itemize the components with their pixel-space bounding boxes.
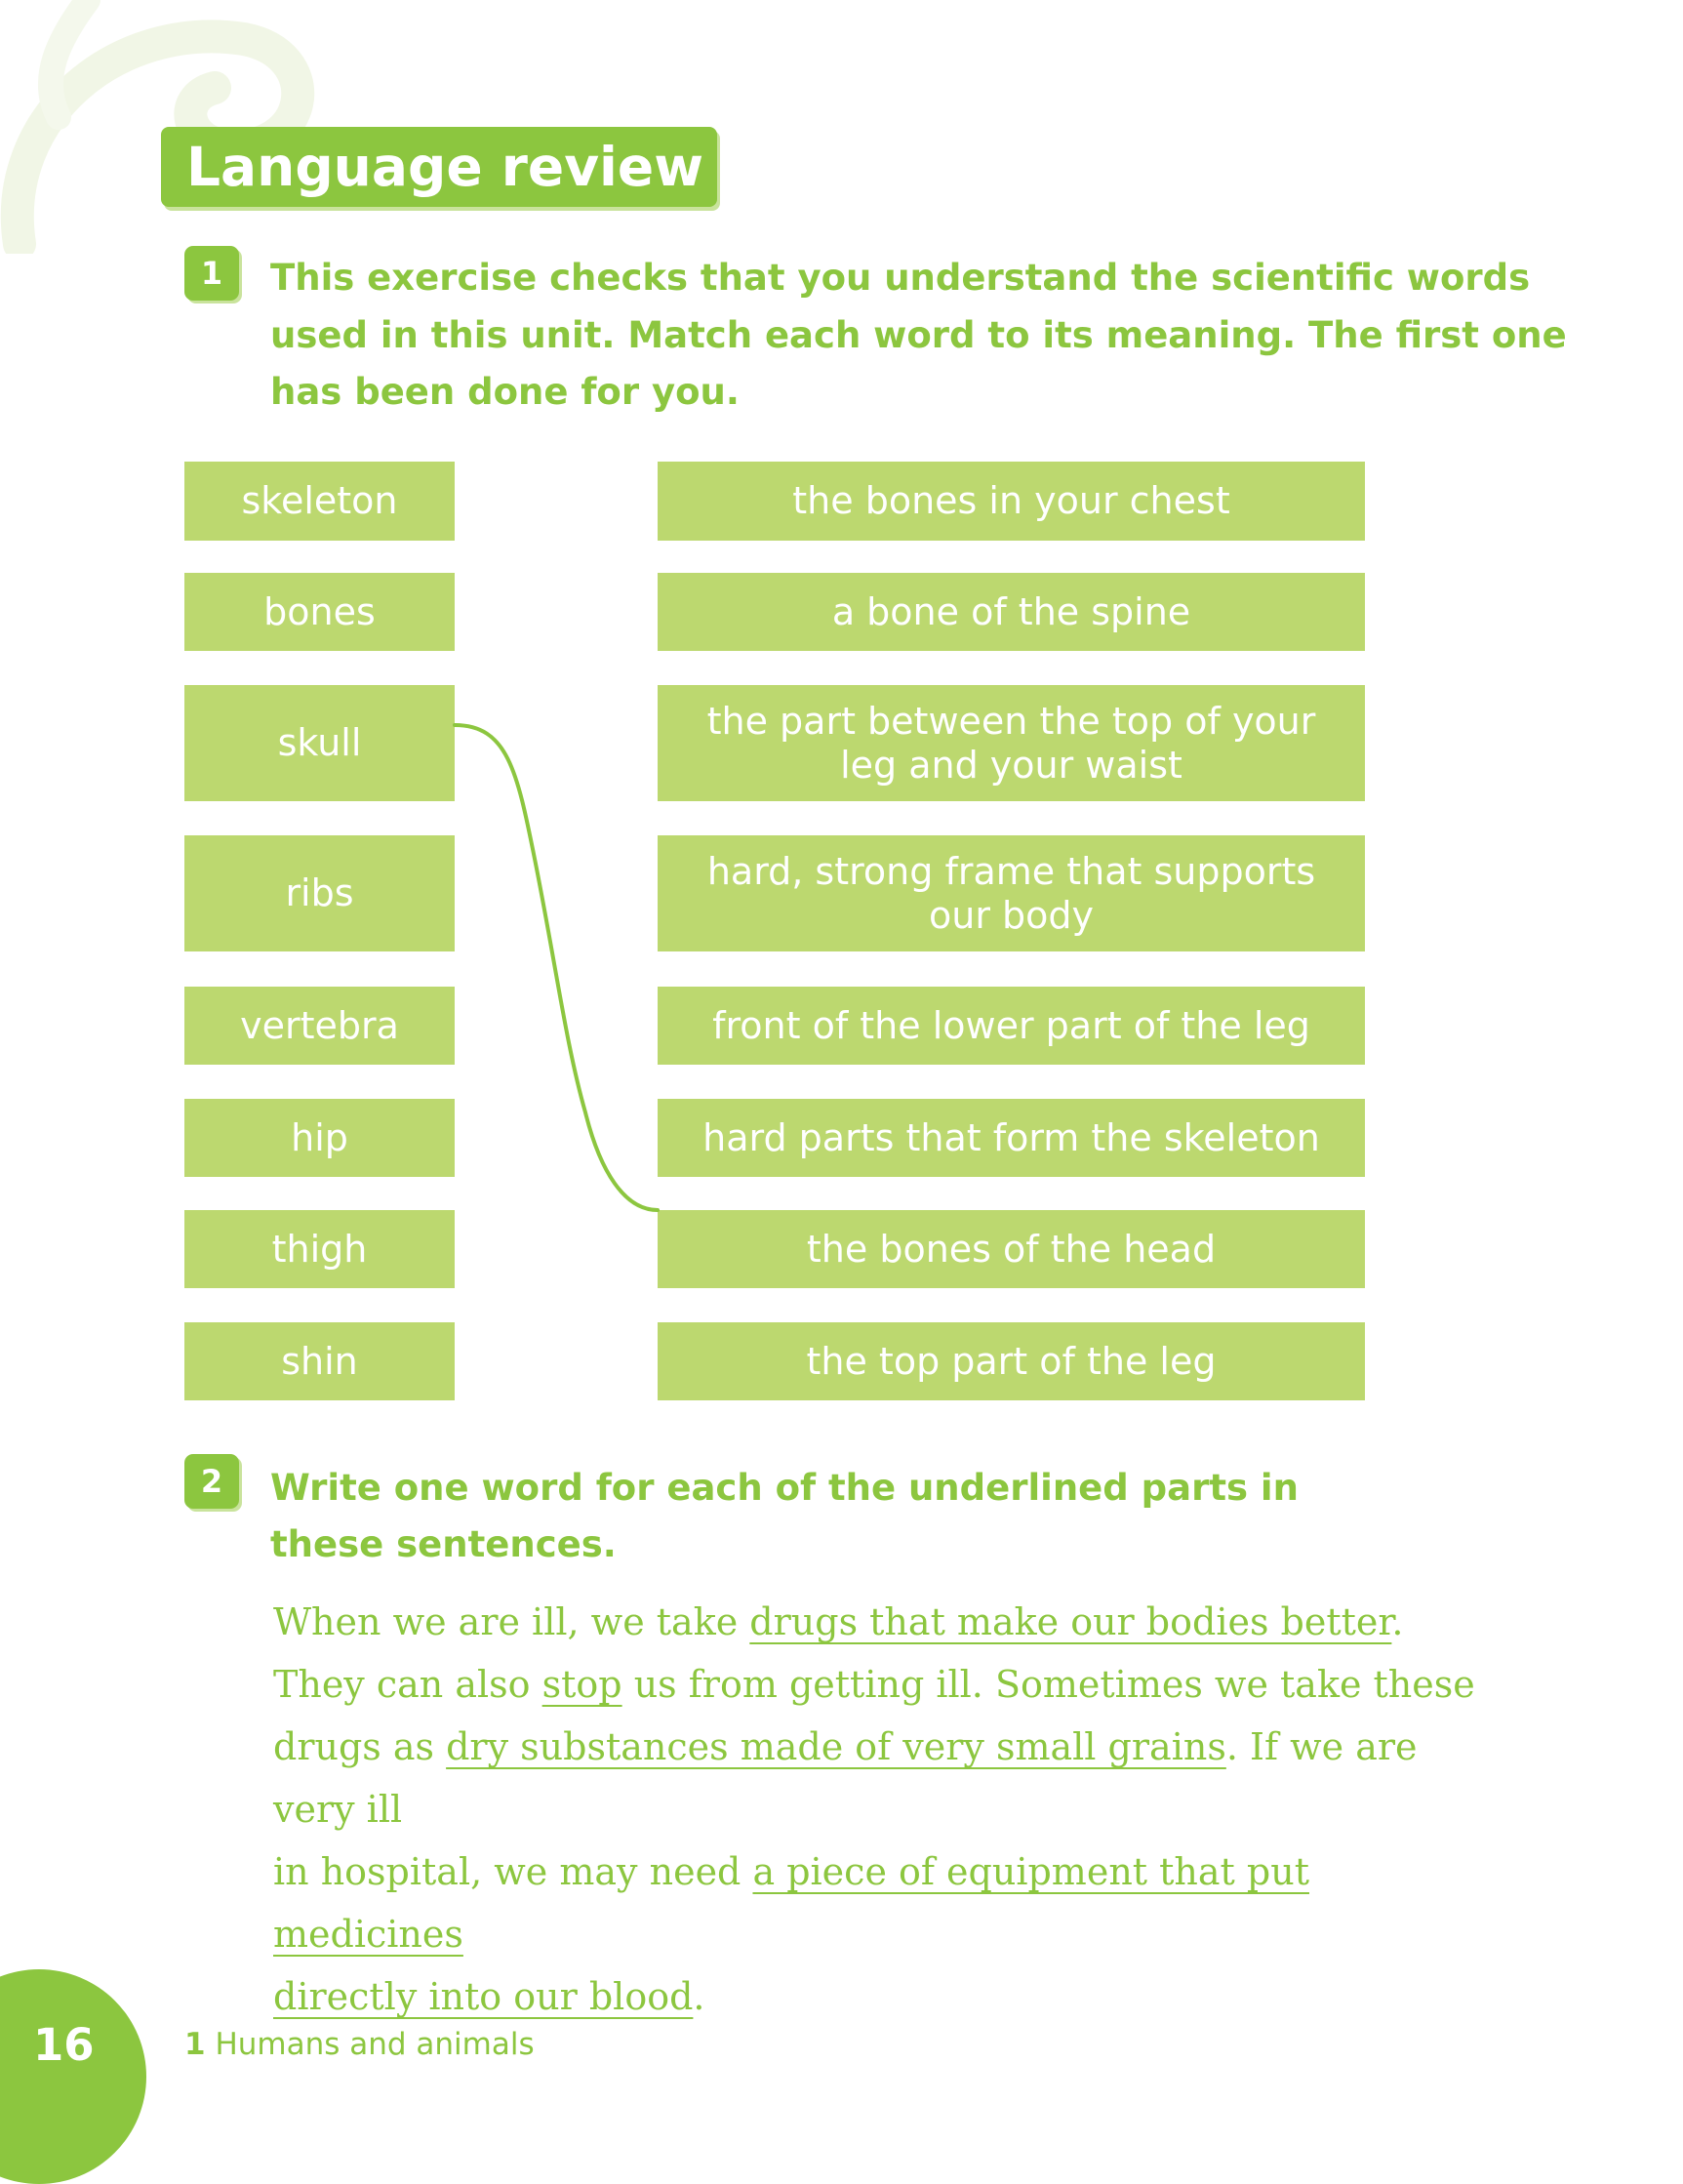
word-label: skeleton	[241, 479, 398, 522]
unit-number: 1	[184, 2027, 206, 2062]
exercise-1-number: 1	[184, 246, 239, 301]
passage-text: They can also	[273, 1663, 542, 1706]
exercise-1-instruction-line: used in this unit. Match each word to its meaning. The first one	[270, 314, 1567, 356]
word-label: shin	[281, 1339, 358, 1383]
exercise-2-instruction-line: Write one word for each of the underlined parts in	[270, 1467, 1299, 1509]
underlined-phrase: drugs that make our bodies better	[749, 1600, 1392, 1643]
passage-line	[273, 1591, 1493, 1653]
passage-text: . If we are very ill	[273, 1725, 1418, 1831]
meaning-line: hard parts that form the skeleton	[702, 1115, 1320, 1159]
passage-text: drugs as	[273, 1725, 447, 1768]
meaning-line: our body	[928, 893, 1094, 937]
passage-text: .	[693, 1975, 705, 2018]
section-title: Language review	[161, 127, 717, 207]
meaning-line: the bones in your chest	[792, 479, 1230, 522]
underlined-phrase: dry substances made of very small grains	[446, 1725, 1226, 1768]
underlined-phrase: directly into our blood	[273, 1975, 694, 2018]
word-label: hip	[291, 1115, 348, 1159]
meaning-line: leg and your waist	[840, 743, 1182, 787]
meaning-line: front of the lower part of the leg	[712, 1003, 1310, 1047]
exercise-1-instruction-line: has been done for you.	[270, 371, 740, 413]
meaning-line: the bones of the head	[806, 1227, 1217, 1271]
passage-text: .	[1391, 1600, 1404, 1643]
passage-line	[273, 1653, 1493, 1716]
meaning-line: the top part of the leg	[806, 1339, 1217, 1383]
passage-line	[273, 1965, 1493, 2028]
word-label: skull	[277, 721, 362, 764]
meaning-line: a bone of the spine	[831, 589, 1191, 633]
unit-label	[184, 2025, 535, 2064]
word-label: ribs	[285, 871, 354, 914]
passage-line	[273, 1716, 1493, 1840]
unit-title: Humans and animals	[215, 2027, 535, 2062]
meaning-line: the part between the top of your	[706, 699, 1316, 743]
passage-line	[273, 1840, 1493, 1965]
passage-text: in hospital, we may need	[273, 1850, 753, 1893]
underlined-phrase: a piece of equipment that put medicines	[273, 1850, 1309, 1956]
word-label: vertebra	[240, 1003, 399, 1047]
word-label: thigh	[271, 1227, 368, 1271]
underlined-phrase: stop	[541, 1663, 622, 1706]
meaning-line: hard, strong frame that supports	[706, 849, 1316, 893]
passage-text: When we are ill, we take	[273, 1600, 750, 1643]
exercise-1-instruction-line: This exercise checks that you understand the scientific words	[270, 257, 1531, 299]
exercise-2-number: 2	[184, 1454, 239, 1509]
exercise-2-passage	[273, 1591, 1493, 2028]
page-number: 16	[33, 2019, 95, 2071]
passage-text: us from getting ill. Sometimes we take these	[621, 1663, 1475, 1706]
exercise-2-instruction-line: these sentences.	[270, 1523, 617, 1565]
word-label: bones	[263, 589, 376, 633]
